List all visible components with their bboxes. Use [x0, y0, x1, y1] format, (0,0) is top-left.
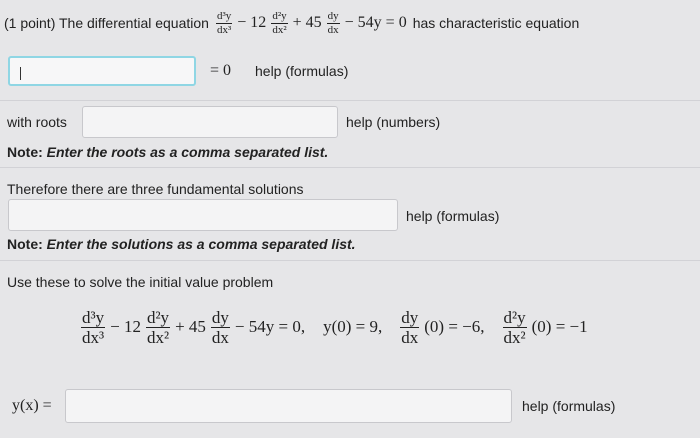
divider	[0, 167, 700, 168]
frac-d2y-dx2: $\frac{\text{d²y}}{\text{dx²}}$	[146, 307, 170, 347]
frac-d2y-dx2: $\frac{\text{d²y}}{\text{dx²}}$	[272, 9, 287, 36]
equals-zero: = 0	[210, 62, 232, 79]
problem-label: (1 point) The differential equation	[4, 15, 209, 31]
note-text: Enter the solutions as a comma separated list.	[46, 236, 356, 252]
ivp-equation: $\frac{\text{d³y}}{\text{dx³}}$ − 12 $\frac{\text{d²y}}{\text{dx²}}$ + 45 $\frac{dy}{dx}$ − 54y = 0, y(0) = 9, $\frac{dy}{dx}$ (0) = −6, $\frac{\text{d²y}}{\text{dx²}}$ (0) = −1	[82, 307, 588, 347]
note-text: Enter the roots as a comma separated list.	[46, 144, 329, 160]
frac-dy-dx: $\frac{dy}{dx}$	[327, 9, 339, 36]
note-label: Note:	[7, 144, 43, 160]
characteristic-equation-input[interactable]	[8, 56, 196, 86]
answer-label: y(x) =	[12, 397, 52, 414]
problem-statement	[4, 7, 579, 39]
frac-dy-dx: $\frac{dy}{dx}$	[401, 307, 419, 347]
frac-d2y-dx2: $\frac{\text{d²y}}{\text{dx²}}$	[503, 307, 526, 347]
problem-equation: $\frac{\text{d³y}}{\text{dx³}}$ − 12 $\frac{\text{d²y}}{\text{dx²}}$ + 45 $\frac{dy}{dx}$ − 54y = 0	[216, 9, 407, 36]
fundamental-solutions-input[interactable]	[8, 199, 398, 231]
ivp-label: Use these to solve the initial value problem	[7, 274, 274, 290]
roots-help-numbers-link[interactable]: help (numbers)	[346, 114, 441, 130]
frac-d3y-dx3: $\frac{\text{d³y}}{\text{dx³}}$	[216, 9, 232, 36]
problem-suffix: has characteristic equation	[412, 15, 580, 31]
answer-input[interactable]	[65, 389, 512, 423]
note-label: Note:	[7, 236, 43, 252]
roots-input[interactable]	[82, 106, 338, 138]
answer-help-formulas-link[interactable]: help (formulas)	[522, 398, 616, 414]
fundamental-note	[7, 236, 356, 252]
divider	[0, 260, 700, 261]
fundamental-help-formulas-link[interactable]: help (formulas)	[406, 208, 500, 224]
roots-note	[7, 144, 328, 160]
char-eq-help-formulas-link[interactable]: help (formulas)	[255, 63, 349, 79]
divider	[0, 100, 700, 101]
frac-d3y-dx3: $\frac{\text{d³y}}{\text{dx³}}$	[82, 307, 105, 347]
text-cursor	[20, 67, 21, 80]
fundamental-label: Therefore there are three fundamental solutions	[7, 181, 304, 197]
roots-label: with roots	[7, 114, 67, 130]
frac-dy-dx: $\frac{dy}{dx}$	[211, 307, 229, 347]
